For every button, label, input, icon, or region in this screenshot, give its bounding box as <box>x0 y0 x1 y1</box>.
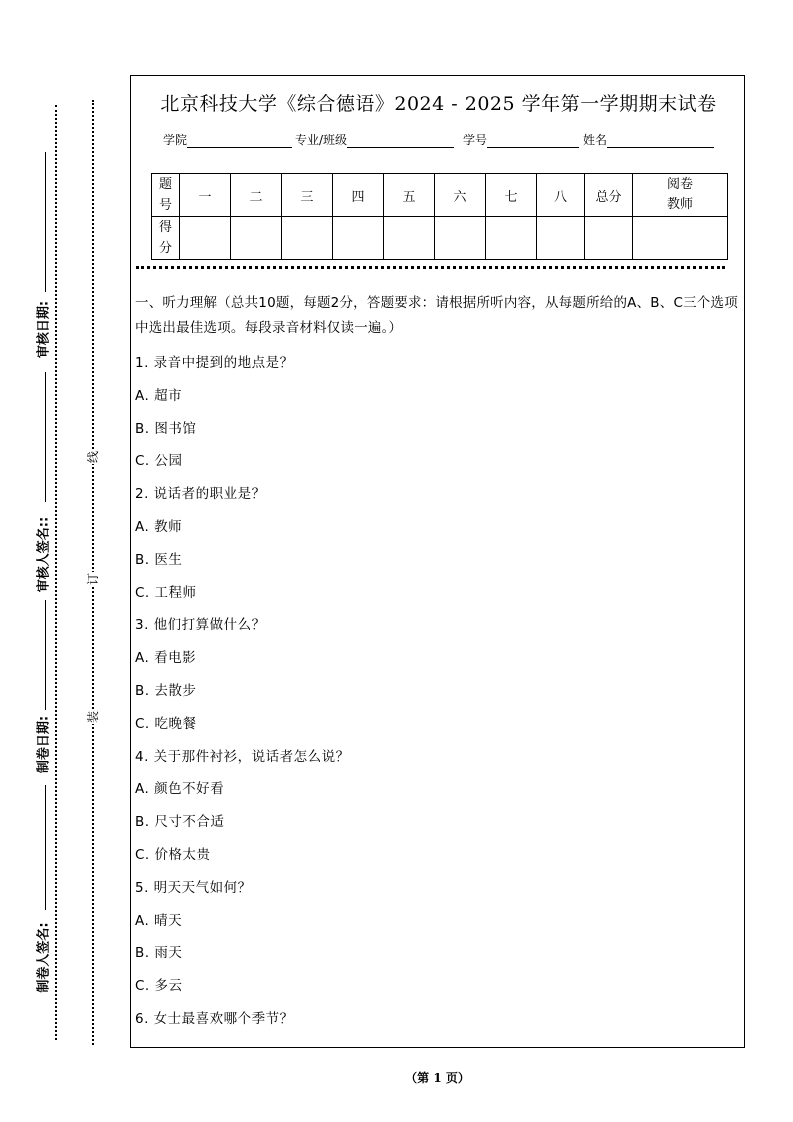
col-header-grader <box>633 174 728 217</box>
question-list <box>135 347 743 1036</box>
question-text: 2. 说话者的职业是？ <box>135 486 266 503</box>
row-label-question-no <box>152 174 180 217</box>
score-cell[interactable] <box>231 217 282 260</box>
row-label-score <box>152 217 180 260</box>
outer-dotted-line <box>55 105 57 1040</box>
binding-mark-ding: 订 <box>86 573 100 586</box>
col-header: 四 <box>333 174 384 217</box>
reviewer-sign-label: 审核人签名:: <box>36 516 52 593</box>
review-date-label: 审核日期: <box>36 300 52 359</box>
score-cell[interactable] <box>435 217 486 260</box>
field-name <box>583 131 714 148</box>
score-cell-grader[interactable] <box>633 217 728 260</box>
answer-option[interactable]: A. 超市 <box>135 387 183 404</box>
field-major-class-blank[interactable] <box>347 135 454 148</box>
question-text: 5. 明天天气如何？ <box>135 879 252 896</box>
answer-option[interactable]: A. 颜色不好看 <box>135 781 225 798</box>
answer-option[interactable]: A. 晴天 <box>135 912 183 929</box>
score-cell[interactable] <box>486 217 537 260</box>
col-header: 二 <box>231 174 282 217</box>
sign-line-3 <box>45 600 46 710</box>
sign-line-4 <box>45 785 46 910</box>
section-listening <box>135 291 743 1036</box>
compiler-sign-label: 制卷人签名: <box>36 922 52 993</box>
question-text: 1. 录音中提到的地点是？ <box>135 355 294 371</box>
answer-option[interactable]: C. 吃晚餐 <box>135 715 197 732</box>
score-cell[interactable] <box>282 217 333 260</box>
page-number: （第 1 页） <box>405 1071 470 1085</box>
col-header: 一 <box>180 174 231 217</box>
score-cell[interactable] <box>333 217 384 260</box>
col-header: 五 <box>384 174 435 217</box>
field-college-blank[interactable] <box>187 135 292 148</box>
score-cell[interactable] <box>180 217 231 260</box>
field-college <box>163 131 292 148</box>
question-text: 4. 关于那件衬衫，说话者怎么说？ <box>135 748 350 765</box>
score-cell-total[interactable] <box>585 217 633 260</box>
field-student-id-label: 学号 <box>463 133 488 147</box>
field-student-id <box>463 131 579 148</box>
question-text: 3. 他们打算做什么？ <box>135 617 266 634</box>
col-header: 八 <box>537 174 585 217</box>
col-header-total: 总分 <box>585 174 633 217</box>
sign-line-1 <box>45 152 46 292</box>
score-label: 得分 <box>158 220 172 256</box>
sign-line-2 <box>45 372 46 502</box>
answer-option[interactable]: C. 价格太贵 <box>135 846 211 863</box>
binding-mark-xian: 线 <box>86 451 100 464</box>
answer-option[interactable]: B. 图书馆 <box>135 420 197 437</box>
answer-option[interactable]: B. 尺寸不合适 <box>135 814 225 831</box>
field-student-id-blank[interactable] <box>487 135 579 148</box>
answer-option[interactable]: B. 雨天 <box>135 945 183 962</box>
compile-date-label: 制卷日期: <box>36 715 52 774</box>
field-name-blank[interactable] <box>607 135 714 148</box>
field-college-label: 学院 <box>163 133 188 147</box>
col-header: 七 <box>486 174 537 217</box>
answer-option[interactable]: C. 多云 <box>135 978 183 995</box>
question-text: 6. 女士最喜欢哪个季节？ <box>135 1010 294 1027</box>
answer-option[interactable]: C. 工程师 <box>135 584 197 601</box>
col-header: 三 <box>282 174 333 217</box>
question-no-label: 题号 <box>158 177 172 213</box>
answer-option[interactable]: A. 看电影 <box>135 650 197 667</box>
section-intro: 一、听力理解（总共10题，每题2分，答题要求：请根据所听内容，从每题所给的A、B、C三个选项中选出最佳选项。每段录音材料仅读一遍。） <box>135 295 738 336</box>
col-header: 六 <box>435 174 486 217</box>
binding-mark-zhuang: 装 <box>86 711 100 724</box>
score-cell[interactable] <box>537 217 585 260</box>
score-table <box>151 173 728 260</box>
field-name-label: 姓名 <box>583 133 608 147</box>
answer-option[interactable]: C. 公园 <box>135 453 183 470</box>
grader-label: 阅卷教师 <box>666 177 693 212</box>
field-major-class-label: 专业/班级 <box>295 133 348 147</box>
score-cell[interactable] <box>384 217 435 260</box>
answer-option[interactable]: A. 教师 <box>135 518 183 535</box>
answer-option[interactable]: B. 去散步 <box>135 682 197 699</box>
dotted-separator <box>136 266 725 269</box>
answer-option[interactable]: B. 医生 <box>135 551 183 568</box>
field-major-class <box>295 131 454 148</box>
exam-title: 北京科技大学《综合德语》2024 - 2025 学年第一学期期末试卷 <box>160 93 717 115</box>
